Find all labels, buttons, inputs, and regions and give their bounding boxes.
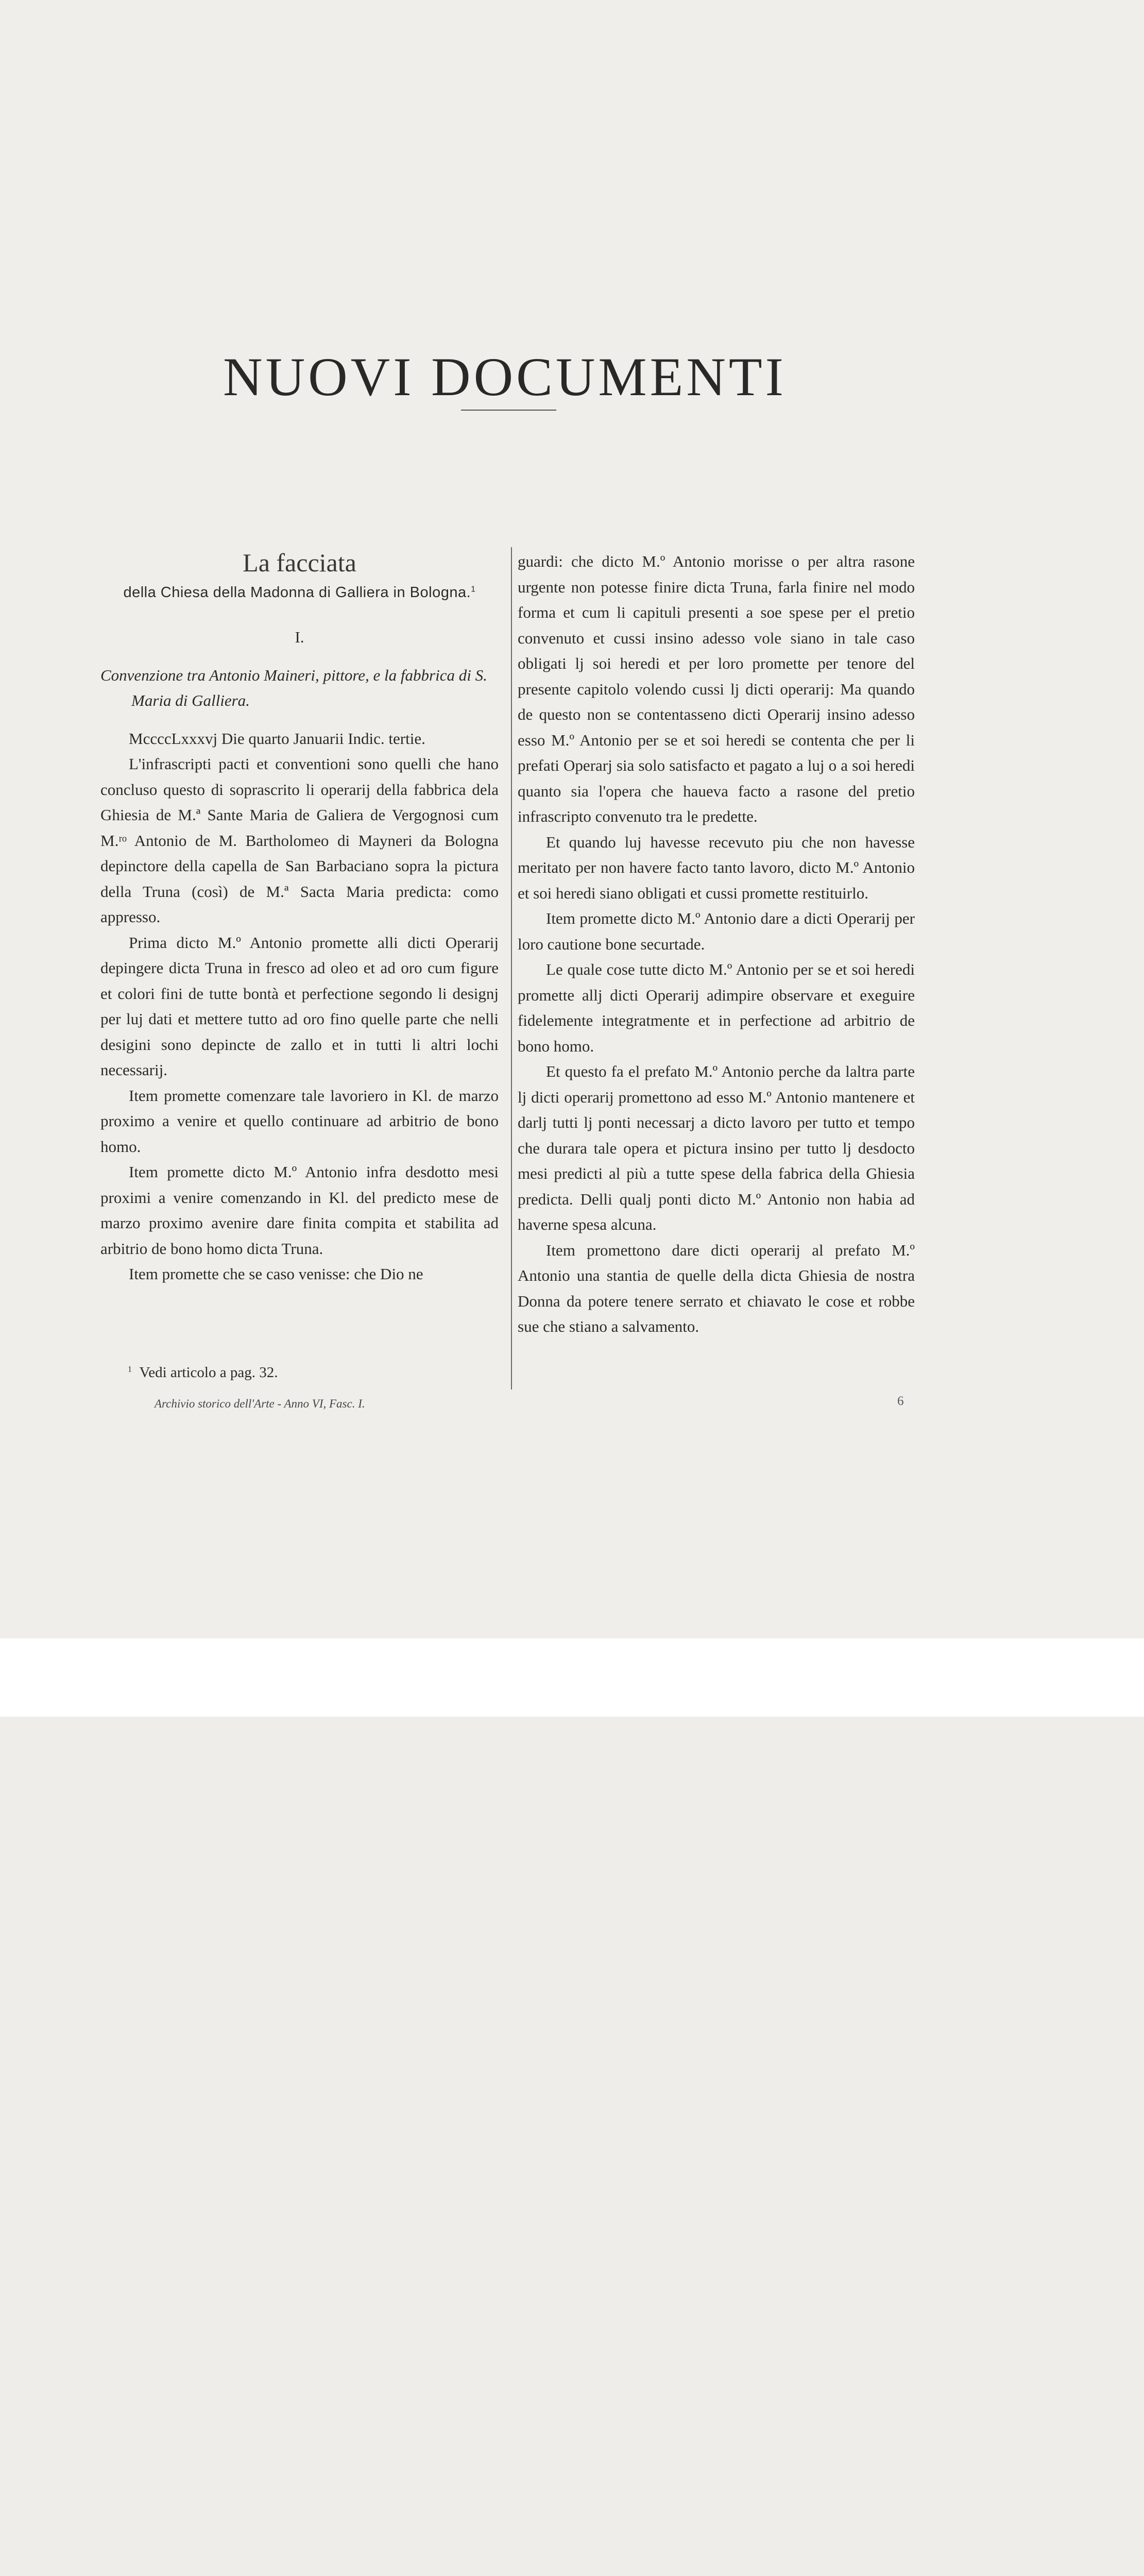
left-paragraph: MccccLxxxvj Die quarto Januarii Indic. tertie.	[129, 729, 425, 748]
section-title: La facciata	[243, 548, 356, 577]
section-subtitle-text: della Chiesa della Madonna di Galliera in Bologna.	[123, 584, 471, 601]
right-column	[518, 549, 915, 1340]
right-paragraph: Et questo fa el prefato M.º Antonio perche da laltra parte lj dicti operarij promettono ad esso M.º Antonio mantenere et darlj tutti lj ponti necessarj a dicto lavoro per tutto et tempo che durara tale opera et pictura insino per tutto lj desdocto mesi predicti al più a tutte spese della fabrica della Ghiesia predicta. Delli qualj ponti dicto M.º Antonio non habia ad haverne spesa alcuna.	[518, 1062, 915, 1233]
left-paragraph: Item promette che se caso venisse: che Dio ne	[129, 1265, 423, 1283]
left-paragraph: Prima dicto M.º Antonio promette alli dicti Operarij depingere dicta Truna in fresco ad oleo et ad oro cum figure et colori fini de tutte bontà et perfectione segondo li designj per luj dati et mettere tutto ad oro fino quelle parte che nelli desigini sono depincte de zallo et in tutti li altri lochi necessarij.	[100, 933, 499, 1079]
right-paragraph: Item promettono dare dicti operarij al prefato M.º Antonio una stantia de quelle della dicta Ghiesia de nostra Donna da potere tenere serrato et chiavato le cose et robbe sue che stiano a salvamento.	[518, 1241, 915, 1335]
right-paragraph: Et quando luj havesse recevuto piu che non havesse meritato per non havere facto tanto lavoro, dicto M.º Antonio et soi heredi siano obligati et cussi promette restituirlo.	[518, 833, 915, 902]
right-paragraph: Le quale cose tutte dicto M.º Antonio per se et soi heredi promette allj dicti Operarij adimpire observare et exeguire fidelemente integratmente et in perfectione ad arbitrio de bono homo.	[518, 960, 915, 1055]
title-rule	[461, 410, 556, 411]
signature-number: 6	[897, 1394, 904, 1408]
roman-numeral: I.	[295, 628, 304, 646]
left-paragraph: Item promette comenzare tale lavoriero in Kl. de marzo proximo a venire et quello continuare ad arbitrio de bono homo.	[100, 1086, 499, 1156]
section-subtitle-note: 1	[471, 585, 476, 594]
document-heading: Convenzione tra Antonio Maineri, pittore, e la fabbrica di S. Maria di Galliera.	[100, 666, 487, 709]
journal-reference: Archivio storico dell'Arte - Anno VI, Fasc. I.	[155, 1397, 365, 1410]
viewer-footer	[0, 1638, 1144, 1717]
page-title: NUOVI DOCUMENTI	[223, 347, 787, 408]
footnote-mark: 1	[128, 1365, 132, 1374]
right-paragraph: guardi: che dicto M.º Antonio morisse o per altra rasone urgente non potesse finire dicta Truna, farla finire nel modo forma et cum li capituli presenti a soe spese per el pretio convenuto et cussi insino adesso vole siano in tale caso obligati lj soi heredi et per loro promette per tenore del presente capitolo volendo cussi lj dicti operarij: Ma quando de questo non se contentasseno dicti Operarij insino adesso esso M.º Antonio per se et soi heredi se contenta che per li prefati Operarj sia solo satisfacto et pagato a luj o a soi heredi quanto sia l'opera che haueva facto a rasone del pretio infrascripto convenuto tra le predette.	[518, 552, 915, 825]
footnote	[128, 1364, 278, 1381]
footnote-text: Vedi articolo a pag. 32.	[139, 1364, 278, 1381]
left-column	[100, 546, 499, 1287]
left-paragraph: Item promette dicto M.º Antonio infra desdotto mesi proximi a venire comenzando in Kl. del predicto mese de marzo proximo avenire dare finita compita et stabilita ad arbitrio de bono homo dicta Truna.	[100, 1163, 499, 1258]
right-paragraph: Item promette dicto M.º Antonio dare a dicti Operarij per loro cautione bone securtade.	[518, 909, 915, 953]
column-separator	[511, 547, 512, 1389]
section-subtitle	[100, 579, 499, 606]
left-paragraph: L'infrascripti pacti et conventioni sono quelli che hano concluso questo di soprascrito li operarij della fabbrica dela Ghiesia de M.ª Sante Maria de Galiera de Vergognosi cum M.ʳᵒ Antonio de M. Bartholomeo di Mayneri da Bologna depinctore della capella de San Barbaciano sopra la pictura della Truna (così) de M.ª Sacta Maria predicta: como appresso.	[100, 755, 499, 926]
